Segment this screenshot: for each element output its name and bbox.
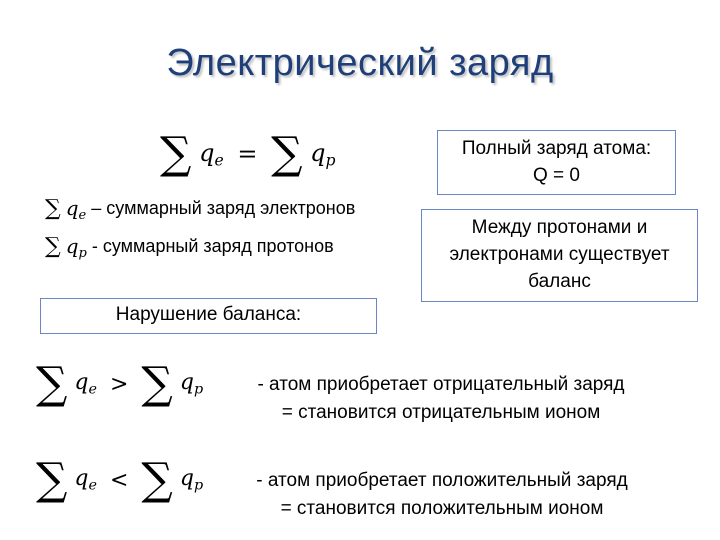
violation-box [40,298,377,334]
case-description: - атом приобретает отрицательный заряд [257,374,625,395]
case-negative-ion [226,371,656,427]
case-description: - атом приобретает положительный заряд [256,470,628,491]
equation-lhs: $q_e$ [199,138,224,170]
inequality-greater: ∑ $q_e$ > ∑ $q_p$ [36,358,204,409]
violation-label: Нарушение баланса: [115,304,302,325]
balance-line: электронами существует [449,244,670,265]
sum-symbol: ∑ [160,128,192,179]
equation-rhs: $q_p$ [310,138,336,170]
case-result: = становится отрицательным ионом [281,402,601,423]
balance-box [421,209,698,302]
sum-symbol: ∑ [271,128,303,179]
case-positive-ion [222,467,662,523]
inequality-relation: > [109,371,129,397]
case-result: = становится положительным ионом [280,498,604,519]
page-title: Электрический заряд [166,42,554,84]
main-equation [160,128,336,179]
equation-relation: = [237,140,258,168]
inequality-relation: < [109,467,129,493]
balance-line: Между протонами и [471,217,648,238]
definition-text: – суммарный заряд электронов [91,198,356,219]
total-charge-value: Q = 0 [533,165,580,186]
definition-protons: ∑ $q_p$ - суммарный заряд протонов [45,234,334,261]
definition-text: - суммарный заряд протонов [91,236,334,257]
total-charge-label: Полный заряд атома: [461,138,652,159]
balance-line: баланс [528,271,591,292]
inequality-less: ∑ $q_e$ < ∑ $q_p$ [36,454,204,505]
definition-electrons: ∑ $q_e$ – суммарный заряд электронов [45,196,356,223]
total-charge-box [437,130,676,195]
